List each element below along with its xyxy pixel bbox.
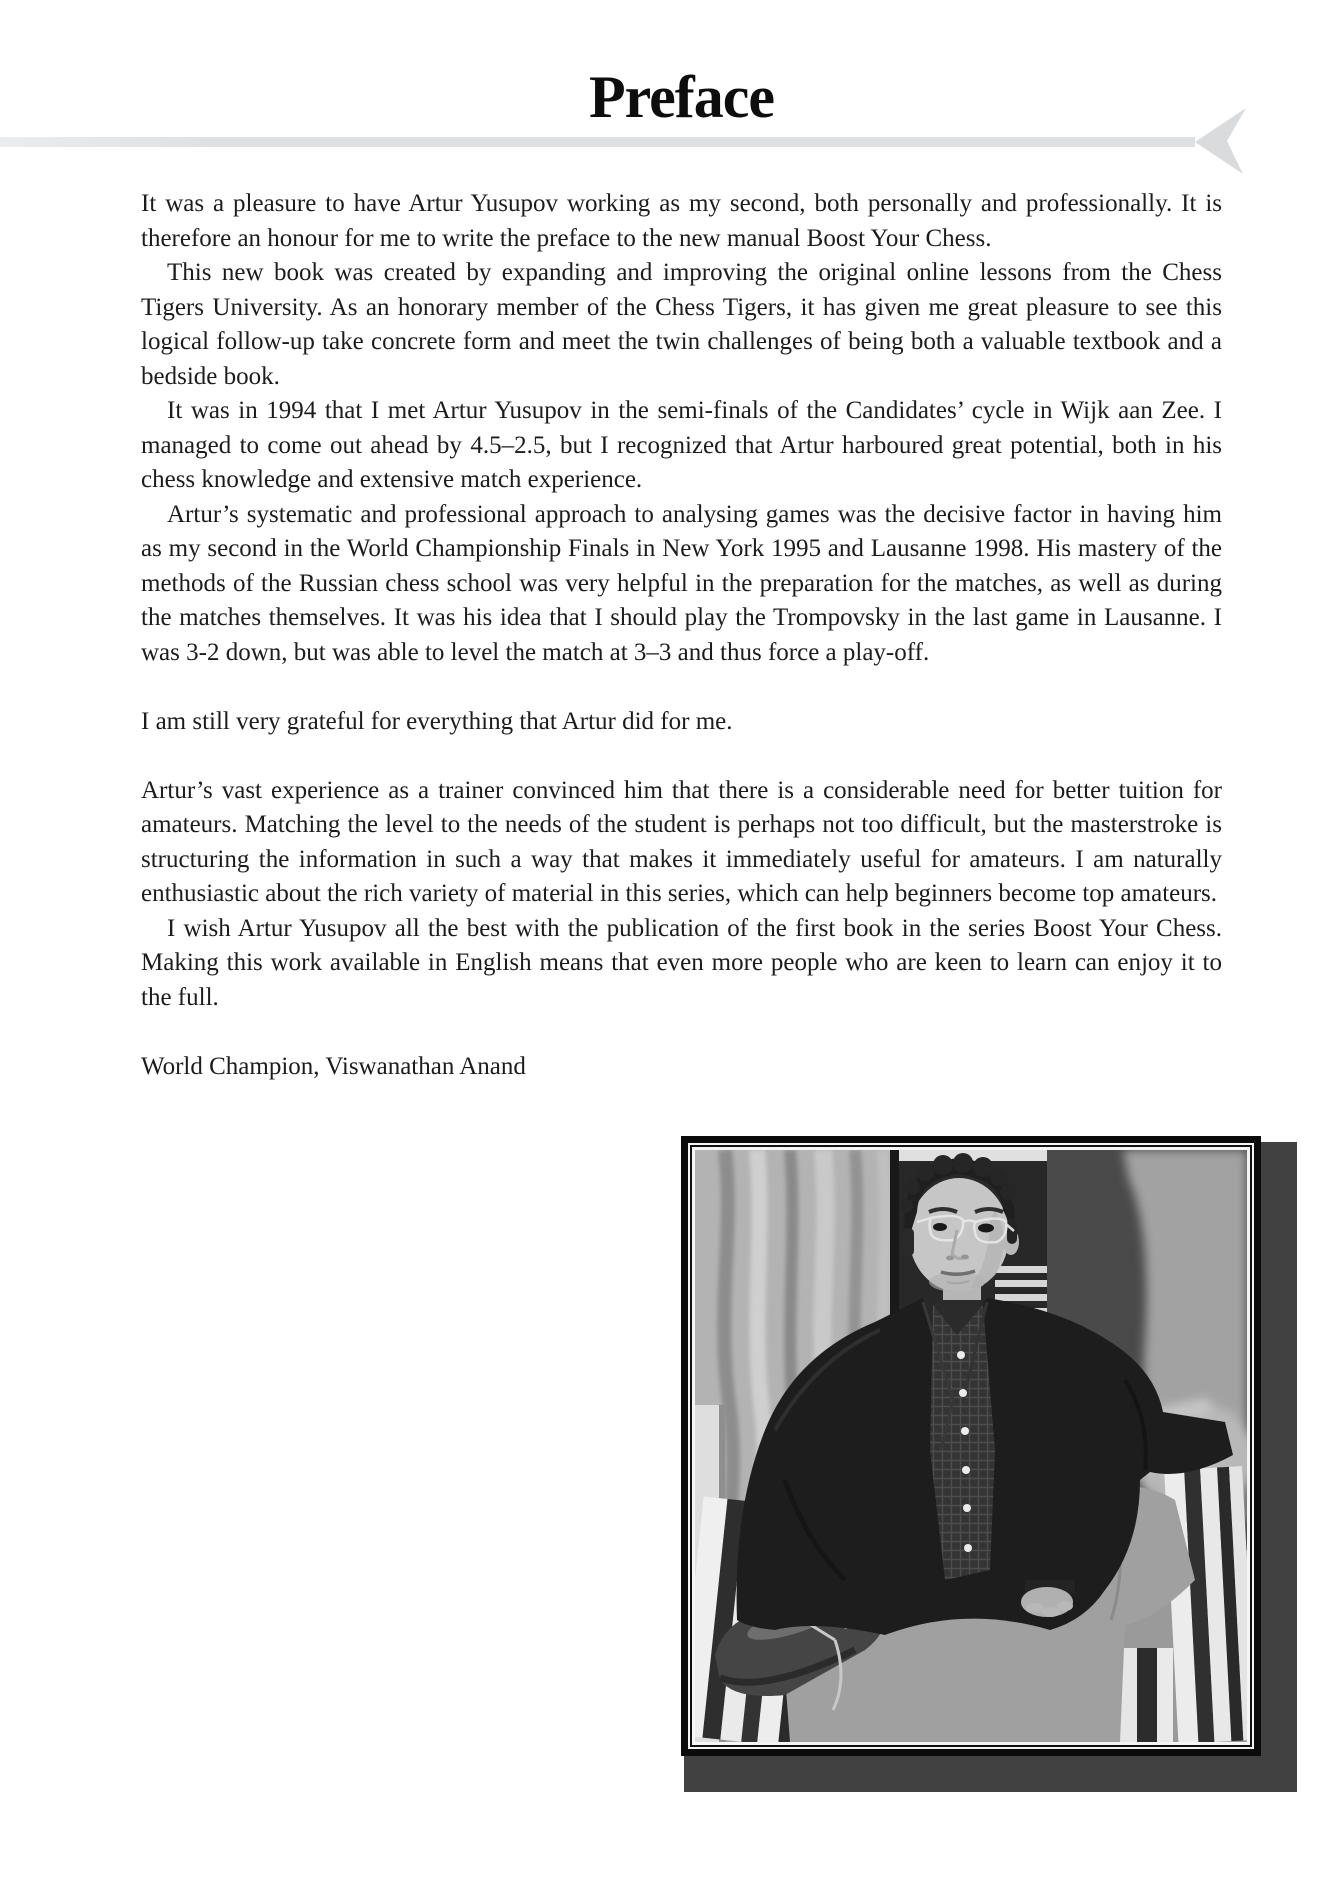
anand-photo-frame [681, 1136, 1261, 1756]
preface-body [141, 187, 1222, 1084]
paragraph: I wish Artur Yusupov all the best with the publication of the first book in the series Boost Your Chess. Making this work available in English means that even more people who are keen to learn can enjoy it to the full. [141, 914, 1222, 1011]
signature-line: World Champion, Viswanathan Anand [141, 1052, 526, 1080]
title-rule [0, 137, 1195, 147]
page-title: Preface [588, 64, 775, 130]
paragraph: It was a pleasure to have Artur Yusupov working as my second, both personally and professionally. It is therefore an honour for me to write the preface to the new manual Boost Your Chess. [141, 190, 1222, 252]
paragraphs [141, 187, 1222, 1015]
title-rule-arrow-icon [1195, 104, 1247, 174]
paragraph: Artur’s systematic and professional approach to analysing games was the decisive factor in having him as my second in the World Championship Finals in New York 1995 and Lausanne 1998. His mastery of the methods of the Russian chess school was very helpful in the preparation for the matches, as well as during the matches themselves. It was his idea that I should play the Trompovsky in the last game in Lausanne. I was 3-2 down, but was able to level the match at 3–3 and thus force a play-off. [141, 500, 1222, 666]
paragraph: Artur’s vast experience as a trainer convinced him that there is a considerable need for better tuition for amateurs. Matching the level to the needs of the student is perhaps not too difficult, but the masterstroke is structuring the information in such a way that makes it immediately useful for amateurs. I am naturally enthusiastic about the rich variety of material in this series, which can help beginners become top amateurs. [141, 776, 1222, 907]
paragraph: This new book was created by expanding and improving the original online lessons from the Chess Tigers University. As an honorary member of the Chess Tigers, it has given me great pleasure to see this logical follow-up take concrete form and meet the twin challenges of being both a valuable textbook and a bedside book. [141, 259, 1222, 390]
anand-photo [695, 1150, 1247, 1742]
paragraph: It was in 1994 that I met Artur Yusupov in the semi-finals of the Candidates’ cycle in Wijk aan Zee. I managed to come out ahead by 4.5–2.5, but I recognized that Artur harboured great potential, both in his chess knowledge and extensive match experience. [141, 397, 1222, 493]
paragraph: I am still very grateful for everything that Artur did for me. [141, 707, 733, 735]
